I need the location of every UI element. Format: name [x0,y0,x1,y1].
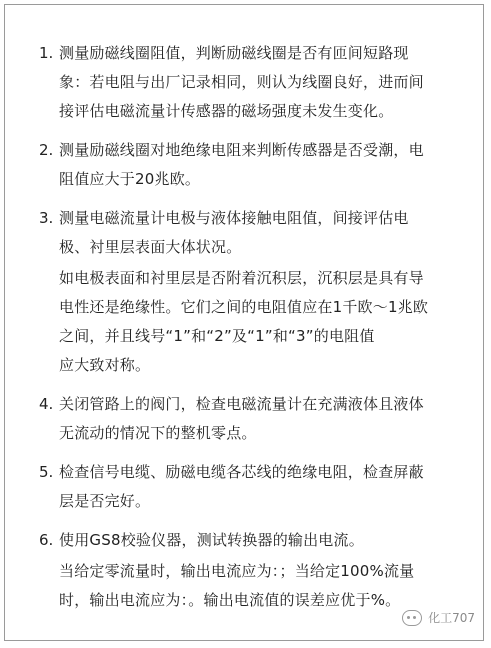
steps-list [5,39,485,625]
item-note [59,264,469,380]
note-text-line: 应大致对称。 [59,356,151,374]
list-item-5 [5,458,485,516]
item-text-line: 层是否完好。 [59,492,151,510]
item-text-line: 象：若电阻与出厂记录相同，则认为线圈良好，进而间 [59,73,424,91]
wechat-icon [402,610,422,626]
note-text-line: 时，输出电流应为：。输出电流值的误差应优于%。 [59,591,401,609]
item-text-line: 接评估电磁流量计传感器的磁场强度未发生变化。 [59,102,394,120]
list-item-3 [5,204,485,380]
item-text-line: 使用GS8校验仪器，测试转换器的输出电流。 [59,531,364,549]
item-number: 4. [39,395,54,413]
item-number: 5. [39,463,54,481]
item-text-line: 测量电磁流量计电极与液体接触电阻值，间接评估电 [59,209,409,227]
watermark-text: 化工707 [428,611,475,625]
item-text-line: 检查信号电缆、励磁电缆各芯线的绝缘电阻，检查屏蔽 [59,463,424,481]
item-number: 3. [39,209,54,227]
item-text-line: 关闭管路上的阀门，检查电磁流量计在充满液体且液体 [59,395,424,413]
item-text-line: 无流动的情况下的整机零点。 [59,424,257,442]
item-number: 6. [39,531,54,549]
list-item-6 [5,526,485,615]
item-number: 2. [39,141,54,159]
list-item-4 [5,390,485,448]
list-item-2 [5,136,485,194]
item-number: 1. [39,44,54,62]
item-text-line: 极、衬里层表面大体状况。 [59,238,242,256]
note-text-line: 电性还是绝缘性。它们之间的电阻值应在1千欧～1兆欧 [59,298,429,316]
watermark [402,609,475,626]
item-text-line: 测量励磁线圈对地绝缘电阻来判断传感器是否受潮，电 [59,141,424,159]
list-item-1 [5,39,485,126]
item-text-line: 阻值应大于20兆欧。 [59,170,201,188]
note-text-line: 当给定零流量时，输出电流应为：；当给定100%流量 [59,562,415,580]
item-note [59,557,469,615]
content-frame [4,4,484,641]
note-text-line: 如电极表面和衬里层是否附着沉积层，沉积层是具有导 [59,269,424,287]
item-text-line: 测量励磁线圈阻值，判断励磁线圈是否有匝间短路现 [59,44,409,62]
note-text-line: 之间，并且线号“1”和“2”及“1”和“3”的电阻值 [59,327,375,345]
